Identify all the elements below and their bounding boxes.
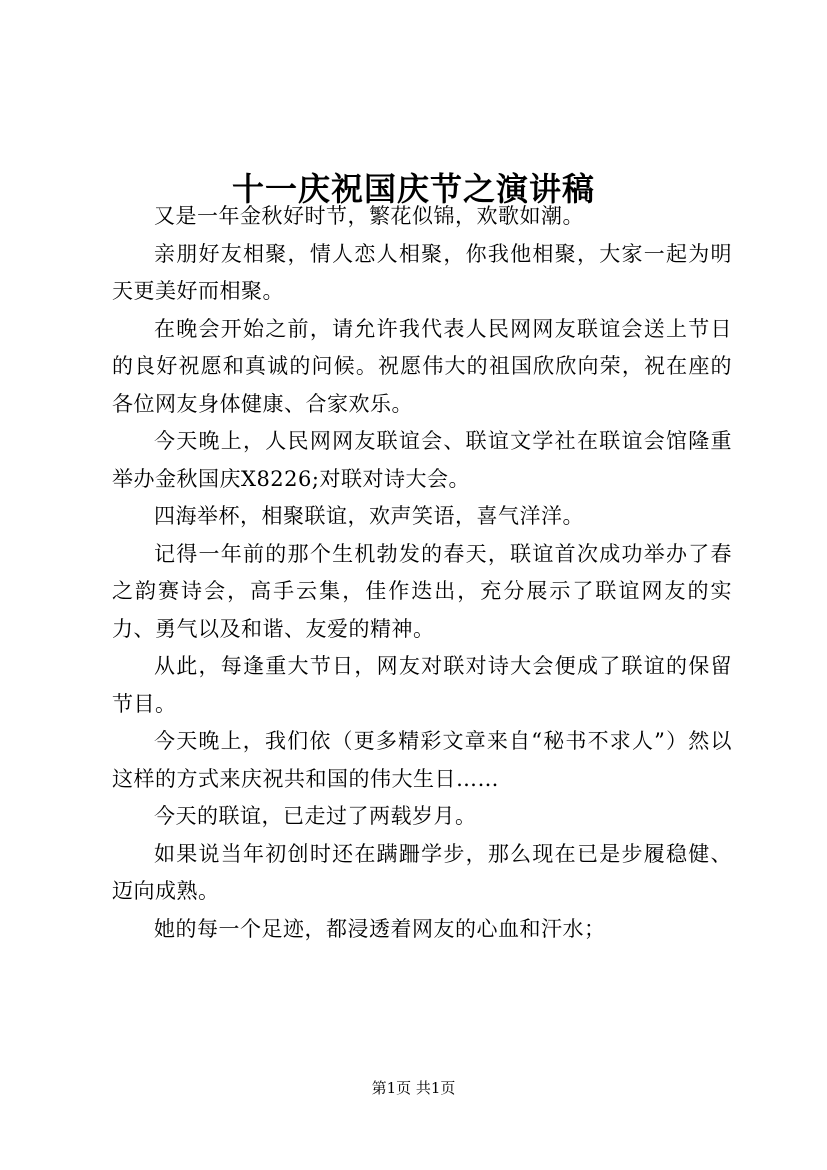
paragraph: 记得一年前的那个生机勃发的春天，联谊首次成功举办了春之韵赛诗会，高手云集，佳作迭出，充分展示了联谊网友的实力、勇气以及和谐、友爱的精神。 bbox=[112, 541, 732, 641]
paragraph: 在晚会开始之前，请允许我代表人民网网友联谊会送上节日的良好祝愿和真诚的问候。祝愿伟大的祖国欣欣向荣，祝在座的各位网友身体健康、合家欢乐。 bbox=[112, 316, 732, 416]
paragraph: 从此，每逢重大节日，网友对联对诗大会便成了联谊的保留节目。 bbox=[112, 654, 732, 716]
page-footer: 第1页 共1页 bbox=[371, 1079, 456, 1097]
paragraph: 如果说当年初创时还在蹒跚学步，那么现在已是步履稳健、迈向成熟。 bbox=[112, 841, 732, 903]
paragraph: 今天晚上，我们依（更多精彩文章来自“秘书不求人”）然以这样的方式来庆祝共和国的伟大生日…… bbox=[112, 729, 732, 791]
paragraph: 她的每一个足迹，都浸透着网友的心血和汗水； bbox=[154, 916, 606, 941]
document-body bbox=[112, 198, 732, 948]
paragraph: 今天晚上，人民网网友联谊会、联谊文学社在联谊会馆隆重举办金秋国庆X8226;对联对诗大会。 bbox=[112, 429, 732, 491]
paragraph: 今天的联谊，已走过了两载岁月。 bbox=[154, 804, 477, 828]
document-title: 十一庆祝国庆节之演讲稿 bbox=[231, 170, 595, 209]
paragraph: 又是一年金秋好时节，繁花似锦，欢歌如潮。 bbox=[154, 204, 584, 228]
paragraph: 亲朋好友相聚，情人恋人相聚，你我他相聚，大家一起为明天更美好而相聚。 bbox=[112, 241, 732, 303]
paragraph: 四海举杯，相聚联谊，欢声笑语，喜气洋洋。 bbox=[154, 504, 584, 528]
